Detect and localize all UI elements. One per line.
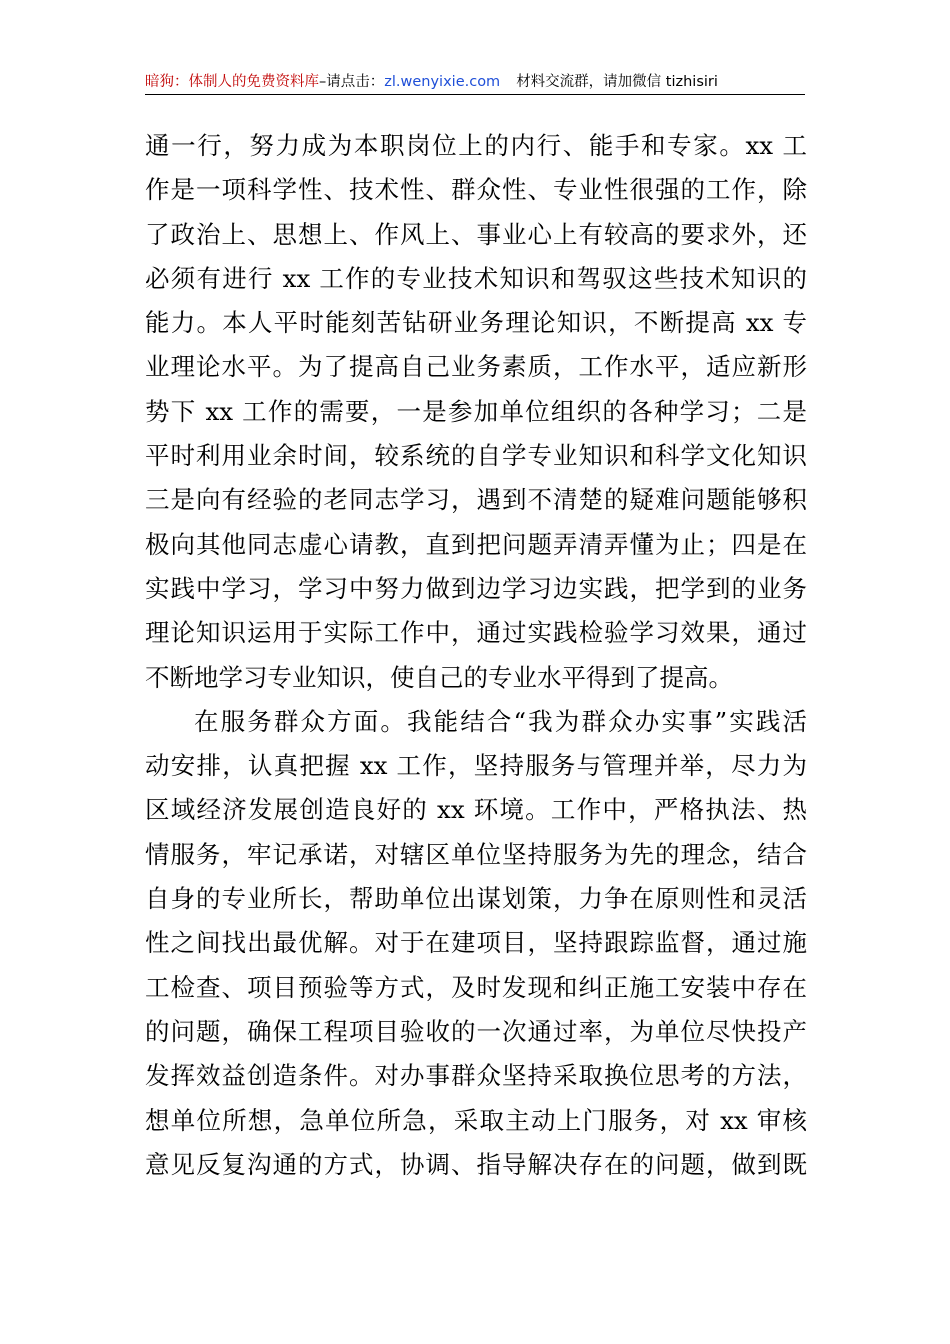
paragraph-study xyxy=(145,124,807,700)
header-brand: 暗狗：体制人的免费资料库 xyxy=(145,74,319,90)
document-body xyxy=(145,124,807,1187)
text-line: 三是向有经验的老同志学习，遇到不清楚的疑难问题能够积 xyxy=(145,485,807,515)
text-line: 不断地学习专业知识，使自己的专业水平得到了提高。 xyxy=(145,662,733,692)
text-line: 的问题，确保工程项目验收的一次通过率，为单位尽快投产 xyxy=(145,1016,807,1046)
text-line: 自身的专业所长，帮助单位出谋划策，力争在原则性和灵活 xyxy=(145,884,807,914)
text-line: 作是一项科学性、技术性、群众性、专业性很强的工作，除 xyxy=(145,175,807,205)
text-line: 在服务群众方面。我能结合“我为群众办实事”实践活 xyxy=(194,706,807,736)
text-line: 意见反复沟通的方式，协调、指导解决存在的问题，做到既 xyxy=(145,1149,807,1179)
text-line: 了政治上、思想上、作风上、事业心上有较高的要求外，还 xyxy=(145,219,807,249)
header-wechat-note: 材料交流群，请加微信 tizhisiri xyxy=(516,74,718,90)
paragraph-service xyxy=(145,700,807,1187)
text-line: 理论知识运用于实际工作中，通过实践检验学习效果，通过 xyxy=(145,618,807,648)
text-line: 发挥效益创造条件。对办事群众坚持采取换位思考的方法， xyxy=(145,1061,807,1091)
page-header xyxy=(145,70,805,95)
text-line: 区域经济发展创造良好的 xx 环境。工作中，严格执法、热 xyxy=(145,795,807,825)
text-line: 能力。本人平时能刻苦钻研业务理论知识，不断提高 xx 专 xyxy=(145,308,807,338)
text-line: 业理论水平。为了提高自己业务素质，工作水平，适应新形 xyxy=(145,352,807,382)
text-line: 想单位所想，急单位所急，采取主动上门服务，对 xx 审核 xyxy=(145,1105,807,1135)
text-line: 工检查、项目预验等方式，及时发现和纠正施工安装中存在 xyxy=(145,972,807,1002)
text-line: 极向其他同志虚心请教，直到把问题弄清弄懂为止；四是在 xyxy=(145,529,807,559)
text-line: 通一行，努力成为本职岗位上的内行、能手和专家。xx 工 xyxy=(145,131,807,160)
text-line: 动安排，认真把握 xx 工作，坚持服务与管理并举，尽力为 xyxy=(145,751,807,781)
text-line: 情服务，牢记承诺，对辖区单位坚持服务为先的理念，结合 xyxy=(145,839,807,869)
header-url-link[interactable]: zl.wenyixie.com xyxy=(384,74,501,90)
text-line: 必须有进行 xx 工作的专业技术知识和驾驭这些技术知识的 xyxy=(145,263,807,293)
text-line: 势下 xx 工作的需要，一是参加单位组织的各种学习；二是 xyxy=(145,396,807,426)
text-line: 实践中学习，学习中努力做到边学习边实践，把学到的业务 xyxy=(145,573,807,603)
text-line: 性之间找出最优解。对于在建项目，坚持跟踪监督，通过施 xyxy=(145,928,807,958)
text-line: 平时利用业余时间，较系统的自学专业知识和科学文化知识 xyxy=(145,441,807,471)
header-prompt: –请点击： xyxy=(319,74,385,90)
